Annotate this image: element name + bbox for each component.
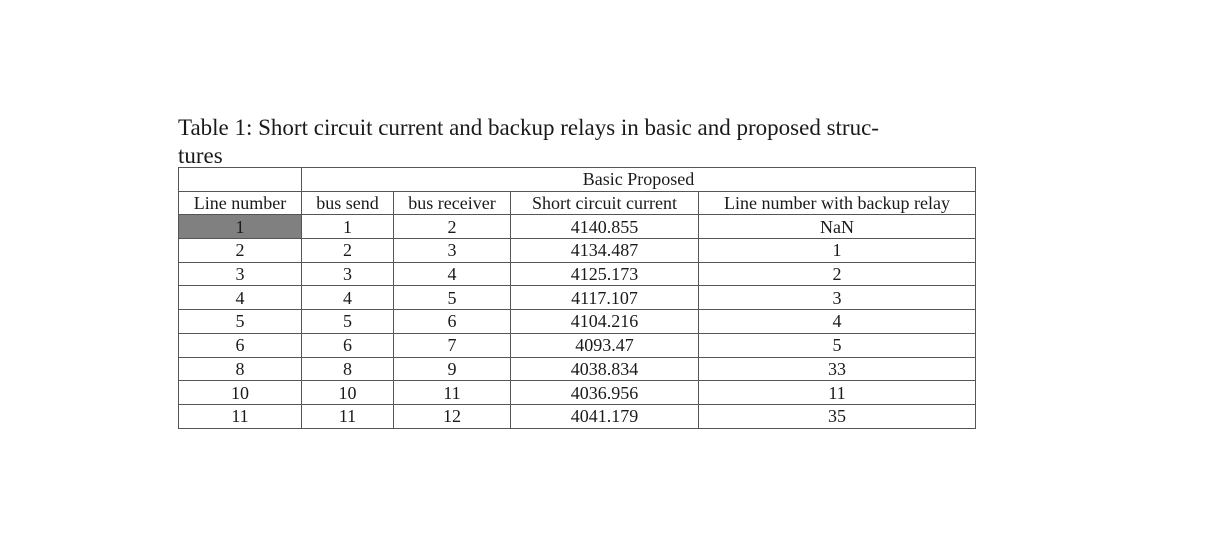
- short-circuit-current-cell: 4036.956: [511, 381, 699, 405]
- short-circuit-current-cell: 4104.216: [511, 310, 699, 334]
- backup-relay-cell: 33: [699, 357, 976, 381]
- line-number-cell: 10: [179, 381, 302, 405]
- bus-send-cell: 2: [302, 239, 394, 263]
- backup-relay-cell: 2: [699, 262, 976, 286]
- bus-send-cell: 10: [302, 381, 394, 405]
- bus-send-cell: 11: [302, 404, 394, 428]
- group-header-row: [179, 168, 976, 192]
- header-short-circuit-current: Short circuit current: [511, 191, 699, 215]
- bus-receiver-cell: 3: [394, 239, 511, 263]
- short-circuit-table: [178, 167, 976, 429]
- bus-send-cell: 8: [302, 357, 394, 381]
- bus-receiver-cell: 4: [394, 262, 511, 286]
- header-bus-receiver: bus receiver: [394, 191, 511, 215]
- line-number-cell: 8: [179, 357, 302, 381]
- line-number-cell-highlighted: 1: [179, 215, 302, 239]
- header-backup-relay-line: Line number with backup relay: [699, 191, 976, 215]
- bus-send-cell: 4: [302, 286, 394, 310]
- backup-relay-cell: 11: [699, 381, 976, 405]
- group-header-empty-cell: [179, 168, 302, 192]
- line-number-cell: 6: [179, 333, 302, 357]
- table-row: [179, 239, 976, 263]
- line-number-cell: 11: [179, 404, 302, 428]
- caption-line-1: Table 1: Short circuit current and backup relays in basic and proposed struc-: [178, 115, 879, 140]
- bus-receiver-cell: 12: [394, 404, 511, 428]
- bus-receiver-cell: 11: [394, 381, 511, 405]
- backup-relay-cell: 35: [699, 404, 976, 428]
- short-circuit-current-cell: 4093.47: [511, 333, 699, 357]
- backup-relay-cell: 1: [699, 239, 976, 263]
- bus-receiver-cell: 2: [394, 215, 511, 239]
- table-row: [179, 310, 976, 334]
- bus-send-cell: 1: [302, 215, 394, 239]
- backup-relay-cell: 4: [699, 310, 976, 334]
- backup-relay-cell: 3: [699, 286, 976, 310]
- bus-receiver-cell: 6: [394, 310, 511, 334]
- header-line-number: Line number: [179, 191, 302, 215]
- header-row: [179, 191, 976, 215]
- bus-receiver-cell: 7: [394, 333, 511, 357]
- bus-send-cell: 5: [302, 310, 394, 334]
- short-circuit-current-cell: 4125.173: [511, 262, 699, 286]
- bus-receiver-cell: 9: [394, 357, 511, 381]
- group-header-cell: Basic Proposed: [302, 168, 976, 192]
- table-row: [179, 333, 976, 357]
- line-number-cell: 2: [179, 239, 302, 263]
- bus-send-cell: 6: [302, 333, 394, 357]
- table-row: [179, 262, 976, 286]
- caption-line-2: tures: [178, 143, 223, 168]
- bus-send-cell: 3: [302, 262, 394, 286]
- table-row: [179, 215, 976, 239]
- short-circuit-current-cell: 4134.487: [511, 239, 699, 263]
- header-bus-send: bus send: [302, 191, 394, 215]
- table-row: [179, 357, 976, 381]
- backup-relay-cell: NaN: [699, 215, 976, 239]
- short-circuit-current-cell: 4041.179: [511, 404, 699, 428]
- table-caption: [178, 114, 978, 170]
- line-number-cell: 4: [179, 286, 302, 310]
- table-row: [179, 286, 976, 310]
- short-circuit-current-cell: 4140.855: [511, 215, 699, 239]
- line-number-cell: 3: [179, 262, 302, 286]
- bus-receiver-cell: 5: [394, 286, 511, 310]
- short-circuit-current-cell: 4117.107: [511, 286, 699, 310]
- table-row: [179, 404, 976, 428]
- backup-relay-cell: 5: [699, 333, 976, 357]
- short-circuit-current-cell: 4038.834: [511, 357, 699, 381]
- line-number-cell: 5: [179, 310, 302, 334]
- table-row: [179, 381, 976, 405]
